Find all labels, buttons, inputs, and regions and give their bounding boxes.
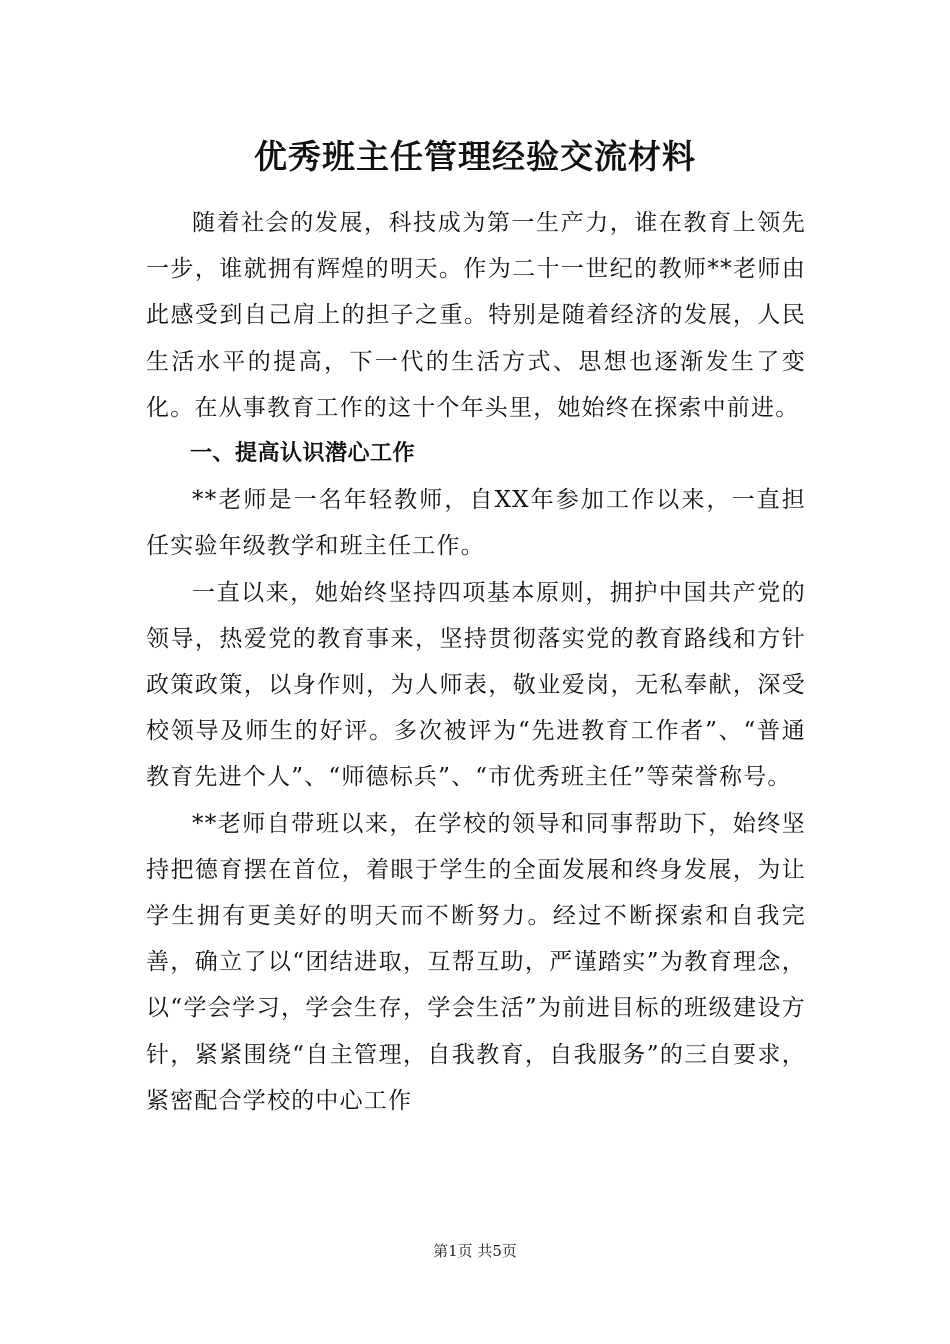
page-footer: 第1页 共5页: [433, 1242, 517, 1260]
paragraph-class-management: **老师自带班以来，在学校的领导和同事帮助下，始终坚持把德育摆在首位，着眼于学生的全面发展和终身发展，为让学生拥有更美好的明天而不断努力。经过不断探索和自我完善，确立了以“团结进取，互帮互助，严谨踏实”为教育理念，以“学会学习，学会生存，学会生活”为前进目标的班级建设方针，紧紧围绕“自主管理，自我教育，自我服务”的三自要求，紧密配合学校的中心工作: [146, 810, 806, 1114]
paragraph-teacher-background: **老师是一名年轻教师，自XX年参加工作以来，一直担任实验年级教学和班主任工作。: [146, 487, 806, 560]
document-title: 优秀班主任管理经验交流材料: [254, 137, 696, 176]
document-body: [146, 200, 806, 1124]
section-heading-1: 一、提高认识潜心工作: [190, 441, 416, 467]
paragraph-intro: 随着社会的发展，科技成为第一生产力，谁在教育上领先一步，谁就拥有辉煌的明天。作为二十一世纪的教师**老师由此感受到自己肩上的担子之重。特别是随着经济的发展，人民生活水平的提高，下一代的生活方式、思想也逐渐发生了变化。在从事教育工作的这十个年头里，她始终在探索中前进。: [146, 210, 806, 421]
paragraph-principles-honors: 一直以来，她始终坚持四项基本原则，拥护中国共产党的领导，热爱党的教育事来，坚持贯彻落实党的教育路线和方针政策政策，以身作则，为人师表，敬业爱岗，无私奉献，深受校领导及师生的好评。多次被评为“先进教育工作者”、“普通教育先进个人”、“师德标兵”、“市优秀班主任”等荣誉称号。: [146, 579, 806, 791]
